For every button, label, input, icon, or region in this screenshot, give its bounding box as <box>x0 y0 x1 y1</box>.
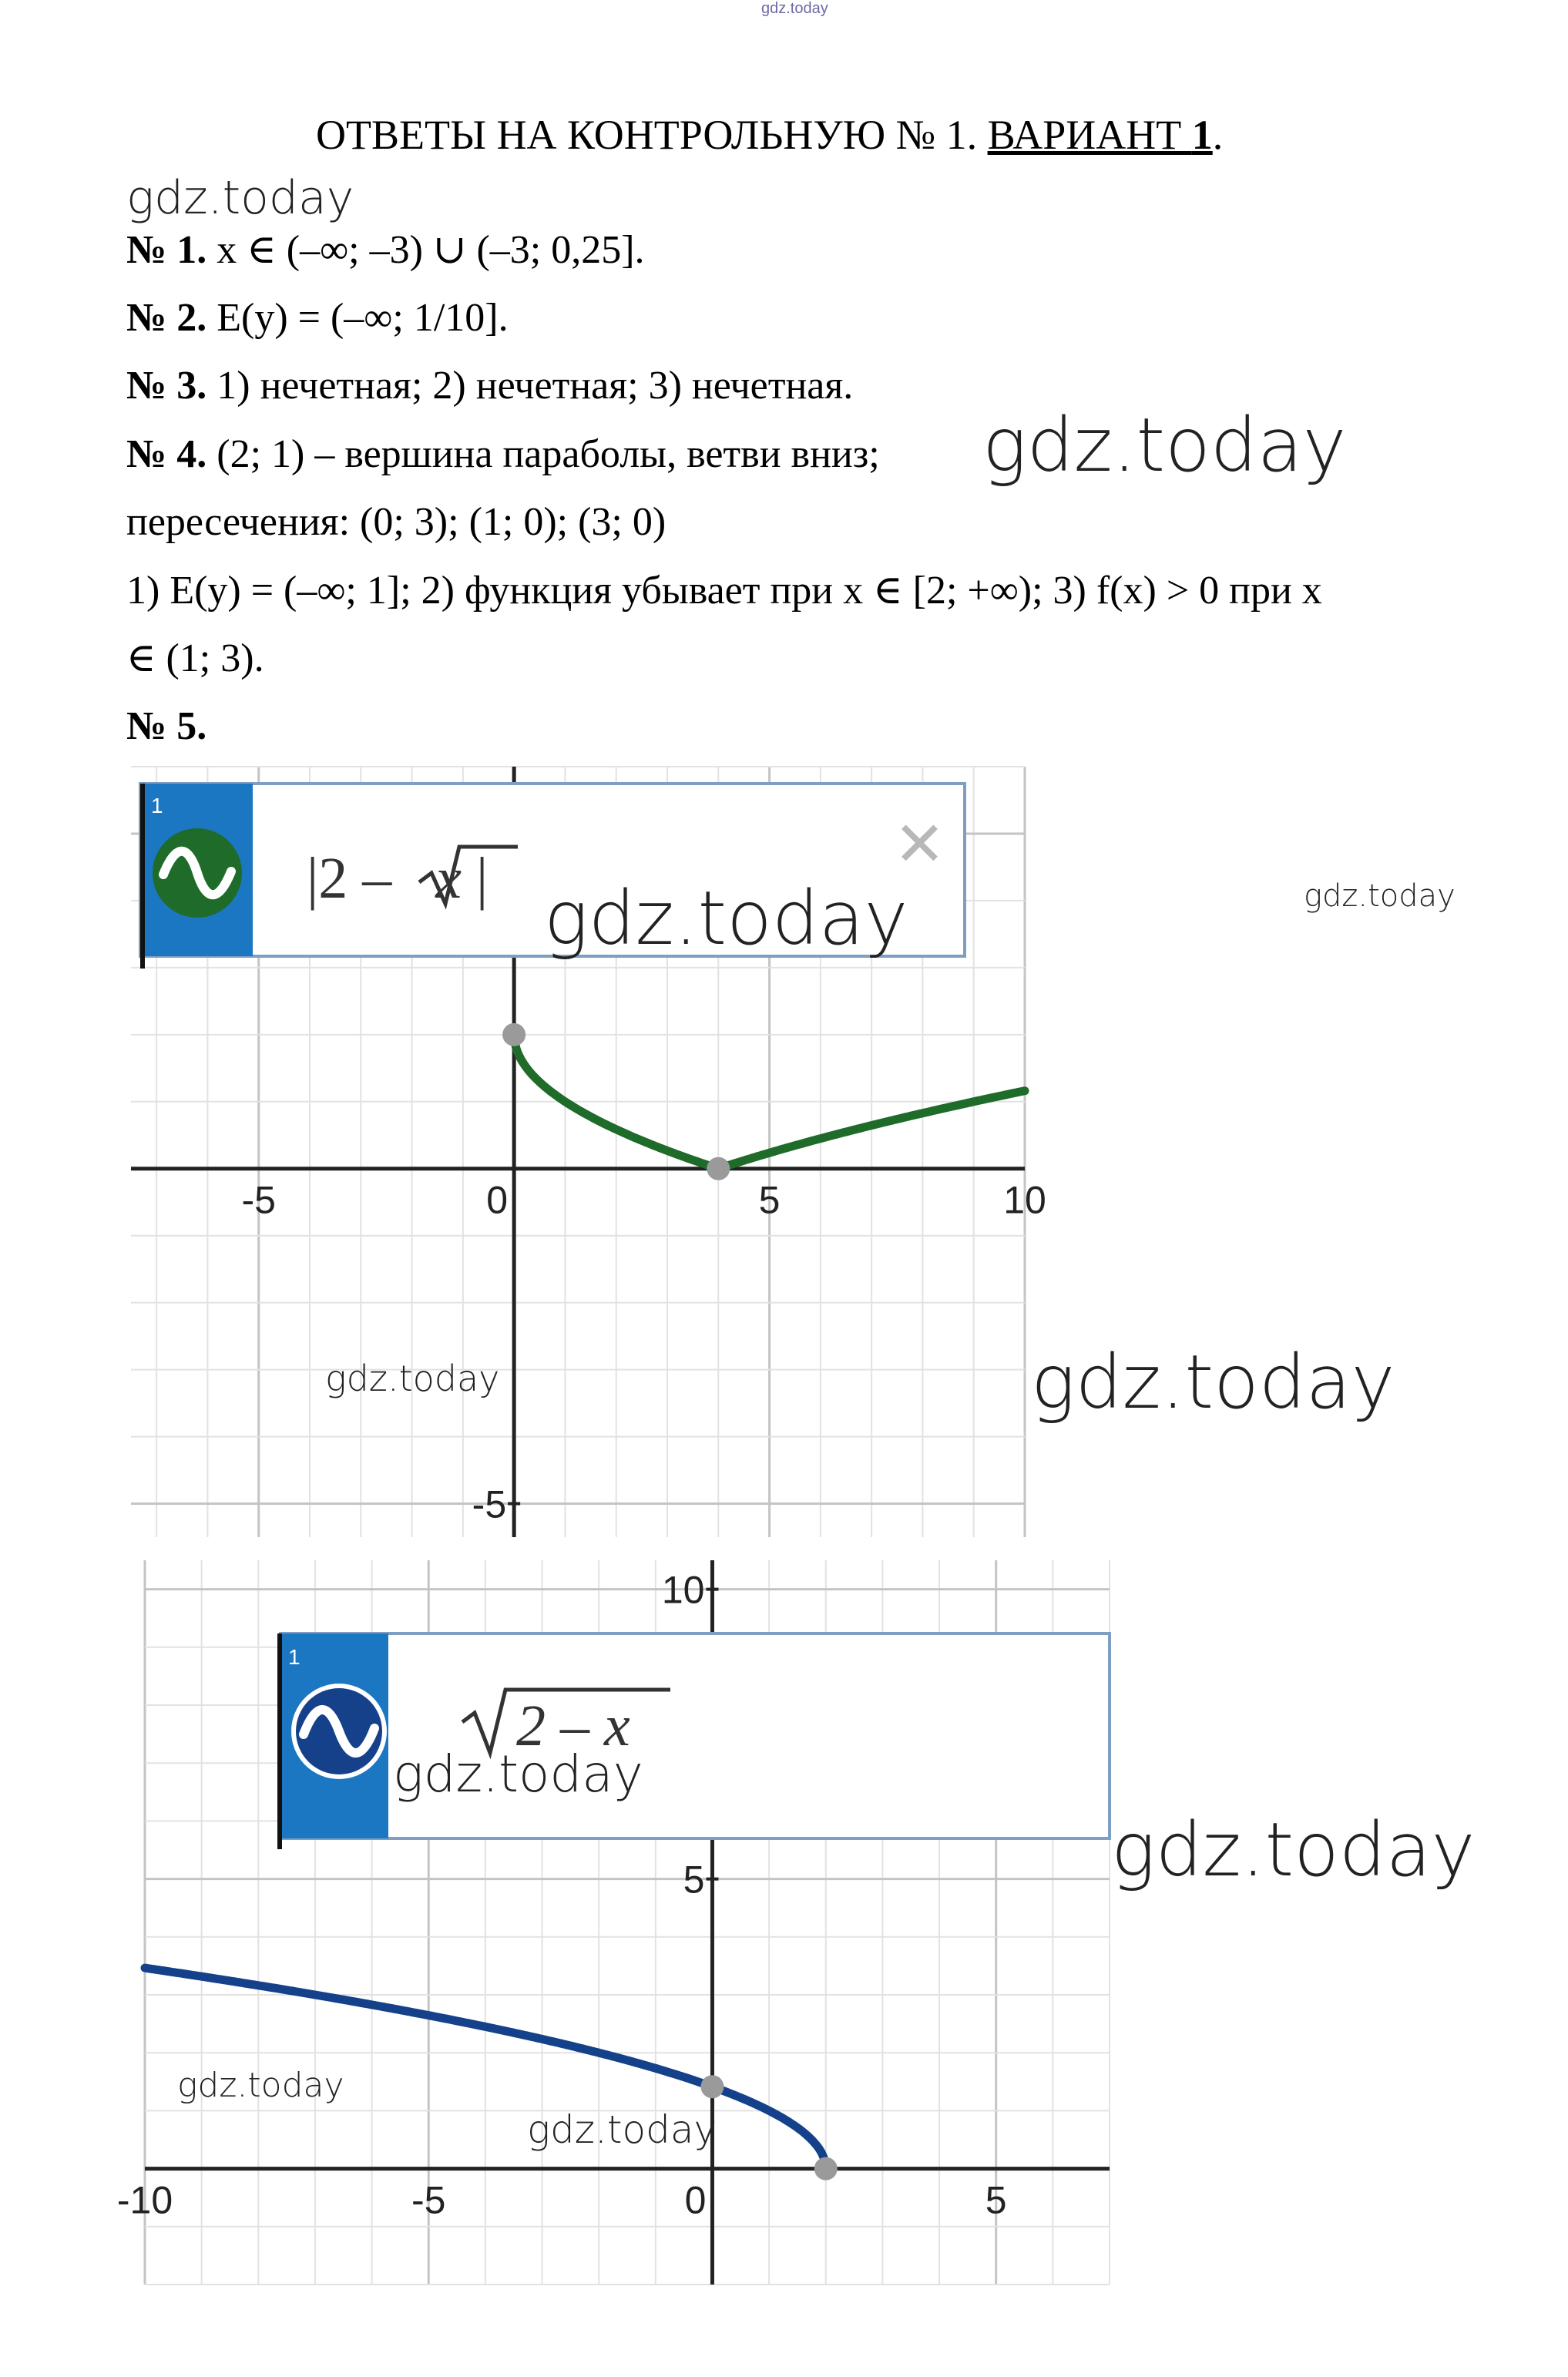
x-tick-label: 10 <box>1003 1178 1046 1222</box>
x-tick-label: 5 <box>985 2178 1007 2222</box>
x-tick-label: -5 <box>241 1178 276 1222</box>
graph-2-formula-panel <box>277 1633 1110 1849</box>
answer-1: № 1. x ∈ (–∞; –3) ∪ (–3; 0,25]. <box>126 228 645 272</box>
watermark: gdz.today <box>177 2066 344 2105</box>
x-tick-label: -10 <box>116 2178 173 2222</box>
graph-2 <box>116 1560 1110 2285</box>
y-tick-label: 5 <box>683 1858 705 1902</box>
graph-point <box>700 2075 724 2098</box>
answer-3: № 3. 1) нечетная; 2) нечетная; 3) нечетная. <box>126 364 854 408</box>
graph-1-panel-index: 1 <box>151 794 163 818</box>
graph-1 <box>116 767 1046 1537</box>
answer-5: № 5. <box>126 704 207 748</box>
watermark: gdz.today <box>1031 1339 1395 1425</box>
answer-4-line-2: пересечения: (0; 3); (1; 0); (3; 0) <box>126 500 666 544</box>
watermark: gdz.today <box>126 171 354 225</box>
watermark: gdz.today <box>393 1744 643 1804</box>
answer-2: № 2. E(y) = (–∞; 1/10]. <box>126 296 509 340</box>
watermark: gdz.today <box>1111 1807 1476 1893</box>
graph-point <box>707 1157 730 1180</box>
watermark: gdz.today <box>527 2107 717 2152</box>
header-watermark: gdz.today <box>761 0 828 17</box>
graph-point <box>814 2157 838 2181</box>
answer-4: № 4. (2; 1) – вершина параболы, ветви вниз; <box>126 432 880 476</box>
y-tick-label: 10 <box>661 1568 705 1612</box>
answer-4-line-4: ∈ (1; 3). <box>126 636 264 680</box>
watermark: gdz.today <box>325 1358 500 1399</box>
graph-2-panel-index: 1 <box>288 1645 301 1669</box>
watermark: gdz.today <box>982 402 1347 488</box>
x-tick-label: 0 <box>684 2178 707 2222</box>
x-tick-label: 0 <box>486 1178 509 1222</box>
graph-2-formula: 2 – x <box>516 1694 630 1758</box>
x-tick-label: -5 <box>411 2178 446 2222</box>
watermark: gdz.today <box>544 875 908 962</box>
answer-4-line-3: 1) E(y) = (–∞; 1]; 2) функция убывает при x ∈ [2; +∞); 3) f(x) > 0 при x <box>126 569 1322 613</box>
x-tick-label: 5 <box>758 1178 781 1222</box>
watermark: gdz.today <box>1304 878 1456 914</box>
variant-label: ВАРИАНТ 1 <box>987 112 1213 158</box>
graph-1-formula: |2 – x | <box>307 846 489 911</box>
page-title: ОТВЕТЫ НА КОНТРОЛЬНУЮ № 1. ВАРИАНТ 1. <box>316 112 1224 158</box>
close-icon[interactable]: ✕ <box>894 808 946 880</box>
y-tick-label: -5 <box>472 1482 507 1526</box>
graph-point <box>502 1023 525 1046</box>
